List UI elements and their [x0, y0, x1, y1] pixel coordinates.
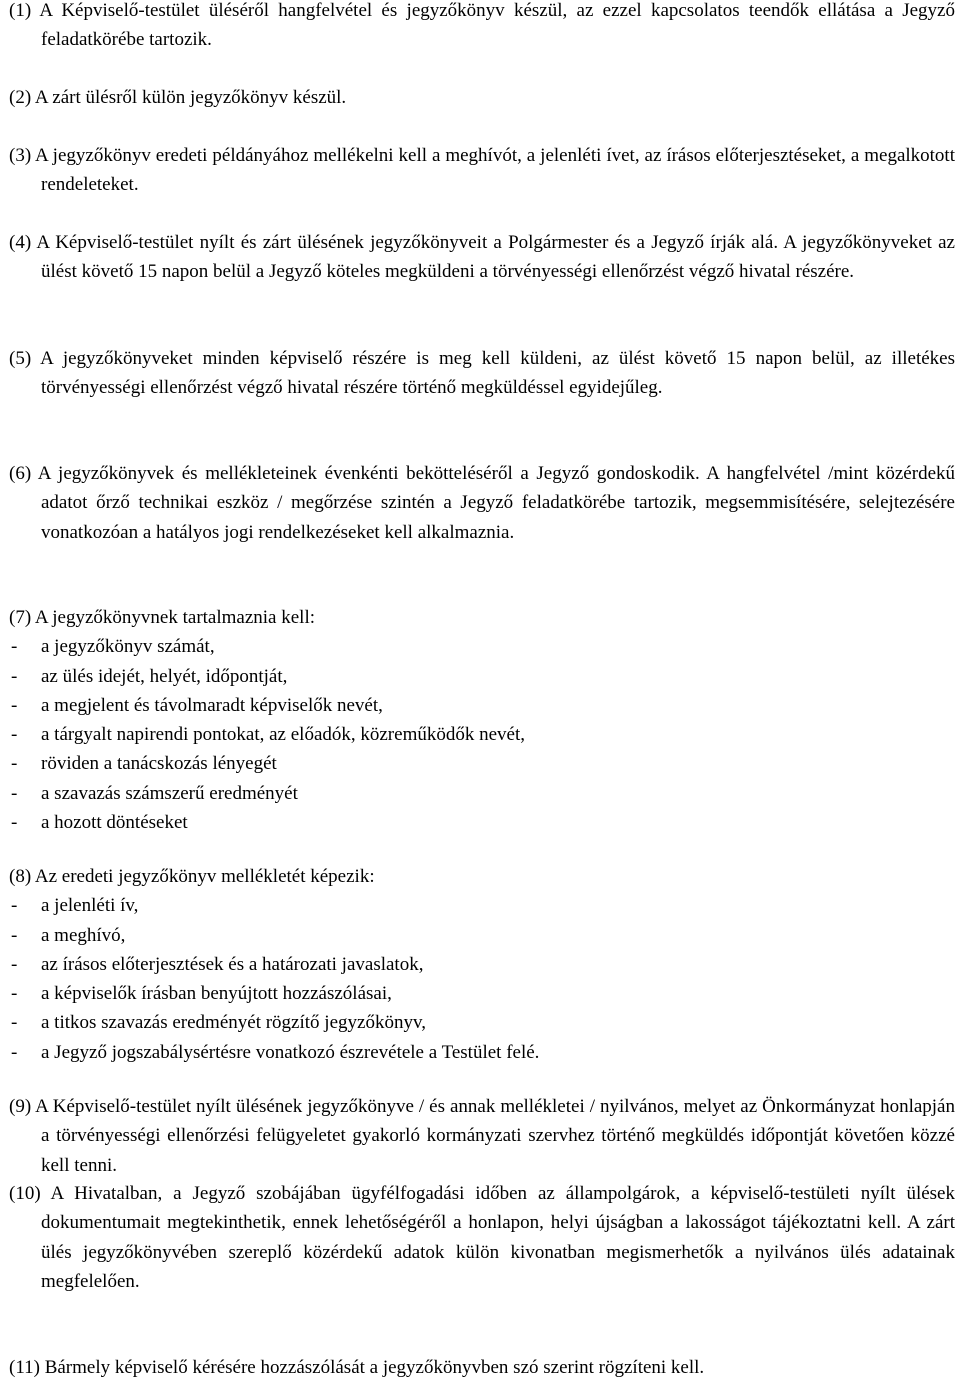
list-dash: - — [11, 812, 18, 834]
list-item — [9, 808, 955, 837]
list-dash: - — [11, 953, 18, 975]
paragraph-8 — [9, 862, 955, 1067]
paragraph-9: (9) A Képviselő-testület nyílt ülésének jegyzőkönyve / és annak mellékletei / nyilvános, melyet az Önkormányzat honlapján a törvényességi ellenőrzési felügyeletet gyakorló kormányzati szervhez történő megküldés időpontját követően közzé kell tenni. — [9, 1096, 955, 1176]
paragraph-5: (5) A jegyzőkönyveket minden képviselő részére is meg kell küldeni, az ülést követő 15 napon belül, az illetékes törvényességi ellenőrzést végző hivatal részére történő megküldéssel egyidejűleg. — [9, 348, 955, 399]
list-item-text: a Jegyző jogszabálysértésre vonatkozó észrevétele a Testület felé. — [41, 1041, 540, 1063]
list-dash: - — [11, 1041, 18, 1063]
list-item — [9, 662, 955, 691]
paragraph-4: (4) A Képviselő-testület nyílt és zárt ülésének jegyzőkönyveit a Polgármester és a Jegyző írják alá. A jegyzőkönyveket az ülést követő 15 napon belül a Jegyző köteles megküldeni a törvényességi ellenőrzést végző hivatal részére. — [9, 232, 955, 283]
list-item-text: a jelenléti ív, — [41, 895, 139, 917]
list-dash: - — [11, 924, 18, 946]
list-item-text: az írásos előterjesztések és a határozati javaslatok, — [41, 953, 424, 975]
paragraph-10: (10) A Hivatalban, a Jegyző szobájában ügyfélfogadási időben az állampolgárok, a képviselő-testületi nyílt ülések dokumentumait megtekinthetik, ennek lehetőségéről a honlapon, helyi újságban a lakosságot tájékoztatni kell. A zárt ülés jegyzőkönyvében szereplő közérdekű adatok külön kivonatban megismerhetők a nyilvános ülés adatainak megfelelően. — [9, 1183, 955, 1292]
list-item — [9, 1038, 955, 1067]
list-dash: - — [11, 983, 18, 1005]
list-item — [9, 921, 955, 950]
list-dash: - — [11, 1012, 18, 1034]
list-dash: - — [11, 694, 18, 716]
list-item — [9, 950, 955, 979]
list-item-text: a hozott döntéseket — [41, 812, 188, 834]
list-item-text: röviden a tanácskozás lényegét — [41, 753, 277, 775]
list-item-text: a tárgyalt napirendi pontokat, az előadók, közreműködők nevét, — [41, 724, 525, 746]
paragraph-8-heading: (8) Az eredeti jegyzőkönyv mellékletét képezik: — [9, 866, 375, 887]
list-dash: - — [11, 895, 18, 917]
list-item — [9, 1008, 955, 1037]
list-item — [9, 720, 955, 749]
list-dash: - — [11, 636, 18, 658]
list-item — [9, 779, 955, 808]
paragraph-6: (6) A jegyzőkönyvek és mellékleteinek évenkénti bekötteléséről a Jegyző gondoskodik. A hangfelvétel /mint közérdekű adatot őrző technikai eszköz / megőrzése szintén a Jegyző feladatkörébe tartozik, megsemmisítésére, selejtezésére vonatkozóan a hatályos jogi rendelkezéseket kell alkalmaznia. — [9, 463, 955, 543]
list-item-text: a szavazás számszerű eredményét — [41, 782, 298, 804]
paragraph-1: (1) A Képviselő-testület üléséről hangfelvétel és jegyzőkönyv készül, az ezzel kapcsolatos teendők ellátása a Jegyző feladatkörébe tartozik. — [9, 0, 955, 51]
paragraph-2: (2) A zárt ülésről külön jegyzőkönyv készül. — [9, 87, 347, 108]
list-item-text: a titkos szavazás eredményét rögzítő jegyzőkönyv, — [41, 1012, 426, 1034]
list-item-text: a meghívó, — [41, 924, 126, 946]
paragraph-3: (3) A jegyzőkönyv eredeti példányához mellékelni kell a meghívót, a jelenléti ívet, az írásos előterjesztéseket, a megalkotott rendeleteket. — [9, 145, 955, 196]
list-dash: - — [11, 782, 18, 804]
list-item — [9, 979, 955, 1008]
list-item — [9, 632, 955, 661]
list-item-text: a képviselők írásban benyújtott hozzászólásai, — [41, 983, 392, 1005]
list-dash: - — [11, 665, 18, 687]
list-item — [9, 749, 955, 778]
list-item-text: a jegyzőkönyv számát, — [41, 636, 215, 658]
list-item-text: a megjelent és távolmaradt képviselők nevét, — [41, 694, 383, 716]
paragraph-11: (11) Bármely képviselő kérésére hozzászólását a jegyzőkönyvben szó szerint rögzíteni kell. — [9, 1357, 705, 1378]
list-item-text: az ülés idejét, helyét, időpontját, — [41, 665, 288, 687]
list-dash: - — [11, 753, 18, 775]
list-item — [9, 691, 955, 720]
paragraph-7-heading: (7) A jegyzőkönyvnek tartalmaznia kell: — [9, 607, 316, 628]
list-item — [9, 891, 955, 920]
list-dash: - — [11, 724, 18, 746]
paragraph-7 — [9, 603, 955, 837]
